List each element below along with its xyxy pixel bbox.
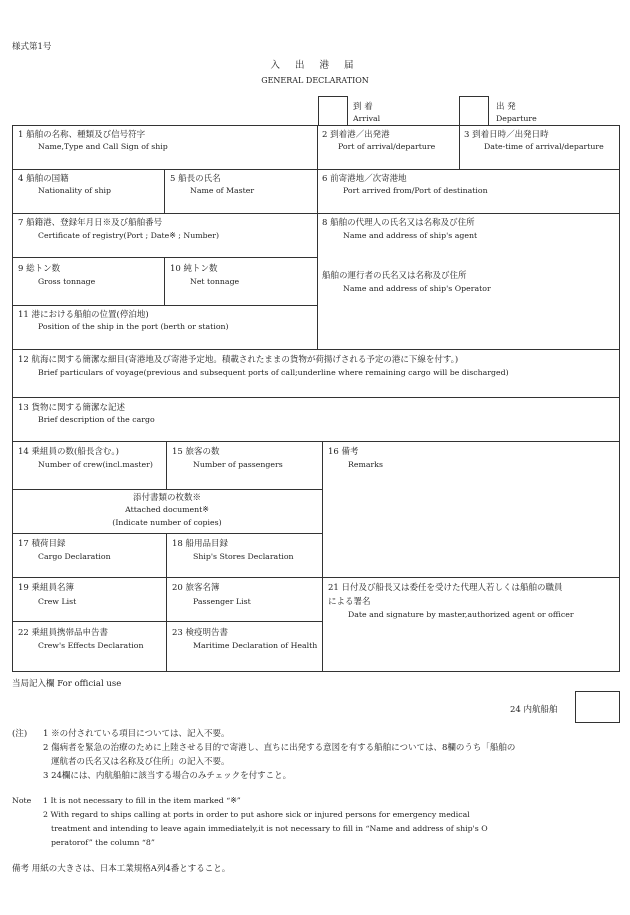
field-crew-count-label-en: Number of crew(incl.master) [38,460,153,469]
field-signature-label-en: Date and signature by master,authorized agent or officer [348,610,574,619]
note-en-2-cont2: peratorof” the column “8” [51,838,155,847]
arrival-label-jp: 到 着 [353,102,373,112]
field-master-label-en: Name of Master [190,186,255,195]
note-jp-2: 2 傷病者を緊急の治療のために上陸させる目的で寄港し、直ちに出発する意図を有する船舶については、8欄のうち「船舶の [43,743,516,753]
attached-docs-heading-en: Attached document※ [125,505,209,514]
field-net-tonnage-label: 10 純トン数 [170,264,218,274]
note-en-1: 1 It is not necessary to fill in the item marked “※” [43,796,241,805]
field-signature-input[interactable] [323,624,618,670]
arrival-checkbox[interactable] [318,96,348,126]
field-passenger-count-label-en: Number of passengers [193,460,283,469]
field-port-label-en: Port of arrival/departure [338,142,436,151]
field-nationality-label: 4 船舶の国籍 [18,174,69,184]
field-passenger-count-input[interactable] [167,473,321,488]
field-operator-label-en: Name and address of ship's Operator [343,284,491,293]
field-agent-label: 8 船舶の代理人の氏名又は名称及び住所 [322,218,475,228]
field-net-tonnage-input[interactable] [165,290,316,304]
field-passenger-list-input[interactable] [167,609,321,620]
field-crew-effects-label: 22 乗組員携帯品申告書 [18,628,109,638]
field-ship-name-input[interactable] [13,155,316,168]
note-en-2-cont: treatment and intending to leave again immediately,it is not necessary to fill in “Name and address of ship's O [51,824,488,833]
arrival-label-en: Arrival [353,114,381,123]
field-agent-label-en: Name and address of ship's agent [343,231,478,240]
note-jp-3: 3 24欄には、内航船舶に該当する場合のみチェックを付すこと。 [43,771,292,781]
field-cargo-declaration-label-en: Cargo Declaration [38,552,111,561]
field-passenger-list-label: 20 旅客名簿 [172,583,220,593]
departure-label-en: Departure [496,114,537,123]
field-cargo-desc-input[interactable] [13,428,618,440]
field-registry-input[interactable] [13,243,316,256]
field-gross-tonnage-label: 9 総トン数 [18,264,61,274]
form-number-label: 様式第1号 [12,42,52,52]
field-crew-list-input[interactable] [13,609,165,620]
field-crew-count-label: 14 乗組員の数(船長含む。) [18,447,119,457]
field-ship-name-label: 1 船舶の名称、種類及び信号符字 [18,130,146,140]
field-prev-next-port-label-en: Port arrived from/Port of destination [343,186,488,195]
field-voyage-label-en: Brief particulars of voyage(previous and subsequent ports of call;underline where remaining cargo will be discharged) [38,368,509,377]
departure-checkbox[interactable] [459,96,489,126]
field-cargo-declaration-input[interactable] [13,565,165,576]
field-ship-stores-label: 18 船用品目録 [172,539,229,549]
field-health-declaration-label-en: Maritime Declaration of Health [193,641,318,650]
field-cargo-desc-label-en: Brief description of the cargo [38,415,155,424]
field-position-label-en: Position of the ship in the port (berth or station) [38,322,229,331]
field-prev-next-port-input[interactable] [318,199,618,212]
page-title: 入 出 港 届 [270,60,360,71]
note-en-2: 2 With regard to ships calling at ports in order to put ashore sick or injured persons for emergency medical [43,810,470,819]
field-prev-next-port-label: 6 前寄港地／次寄港地 [322,174,407,184]
field-port-input[interactable] [318,155,458,168]
notes-en-label: Note [12,796,32,805]
field-ship-stores-input[interactable] [167,565,321,576]
field-nationality-input[interactable] [13,199,163,212]
domestic-vessel-checkbox[interactable] [575,691,620,723]
field-port-label: 2 到着港／出発港 [322,130,390,140]
field-remarks-label-en: Remarks [348,460,383,469]
field-crew-list-label: 19 乗組員名簿 [18,583,75,593]
field-gross-tonnage-input[interactable] [13,290,163,304]
field-crew-list-label-en: Crew List [38,597,77,606]
field-crew-effects-input[interactable] [13,654,165,670]
attached-docs-note: (Indicate number of copies) [112,518,222,527]
field-gross-tonnage-label-en: Gross tonnage [38,277,96,286]
field-registry-label-en: Certificate of registry(Port ; Date※ ; Number) [38,231,220,240]
domestic-vessel-label: 24 内航船舶 [510,705,558,715]
field-position-label: 11 港における船舶の位置(停泊地) [18,310,149,320]
field-remarks-label: 16 備考 [328,447,359,457]
field-health-declaration-input[interactable] [167,654,321,670]
field-cargo-desc-label: 13 貨物に関する簡潔な記述 [18,403,126,413]
field-operator-label: 船舶の運行者の氏名又は名称及び住所 [322,271,467,281]
field-passenger-list-label-en: Passenger List [193,597,251,606]
field-signature-label: 21 日付及び船長又は委任を受けた代理人若しくは船舶の職員 [328,583,563,593]
field-crew-effects-label-en: Crew's Effects Declaration [38,641,144,650]
field-ship-stores-label-en: Ship's Stores Declaration [193,552,294,561]
attached-docs-heading: 添付書類の枚数※ [132,493,201,503]
field-ship-name-label-en: Name,Type and Call Sign of ship [38,142,168,151]
paper-size-remark: 備考 用紙の大きさは、日本工業規格A列4番とすること。 [12,864,231,874]
field-master-input[interactable] [165,199,316,212]
field-datetime-label-en: Date-time of arrival/departure [484,142,604,151]
field-master-label: 5 船長の氏名 [170,174,221,184]
field-operator-input[interactable] [318,298,618,348]
field-voyage-input[interactable] [13,381,618,396]
field-datetime-label: 3 到着日時／出発日時 [464,130,549,140]
field-voyage-label: 12 航海に関する簡潔な細目(寄港地及び寄港予定地。積載されたままの貨物が荷揚げされる予定の港に下線を付す。) [18,355,459,365]
note-jp-2-cont: 運航者の氏名又は名称及び住所」の記入不要。 [51,757,230,767]
field-agent-input[interactable] [318,245,618,265]
field-net-tonnage-label-en: Net tonnage [190,277,240,286]
official-use-label: 当局記入欄 For official use [12,679,122,689]
field-signature-label-cont: による署名 [328,597,371,607]
field-crew-count-input[interactable] [13,473,165,488]
notes-jp-label: (注) [12,729,28,739]
field-nationality-label-en: Nationality of ship [38,186,112,195]
field-health-declaration-label: 23 検疫明告書 [172,628,229,638]
field-passenger-count-label: 15 旅客の数 [172,447,220,457]
field-cargo-declaration-label: 17 積荷目録 [18,539,66,549]
note-jp-1: 1 ※の付されている項目については、記入不要。 [43,729,230,739]
field-position-input[interactable] [13,335,316,348]
field-registry-label: 7 船籍港、登録年月日※及び船舶番号 [18,218,163,228]
field-remarks-input[interactable] [323,473,618,576]
page-subtitle: GENERAL DECLARATION [261,76,369,85]
departure-label-jp: 出 発 [496,102,516,112]
field-datetime-input[interactable] [460,155,618,168]
